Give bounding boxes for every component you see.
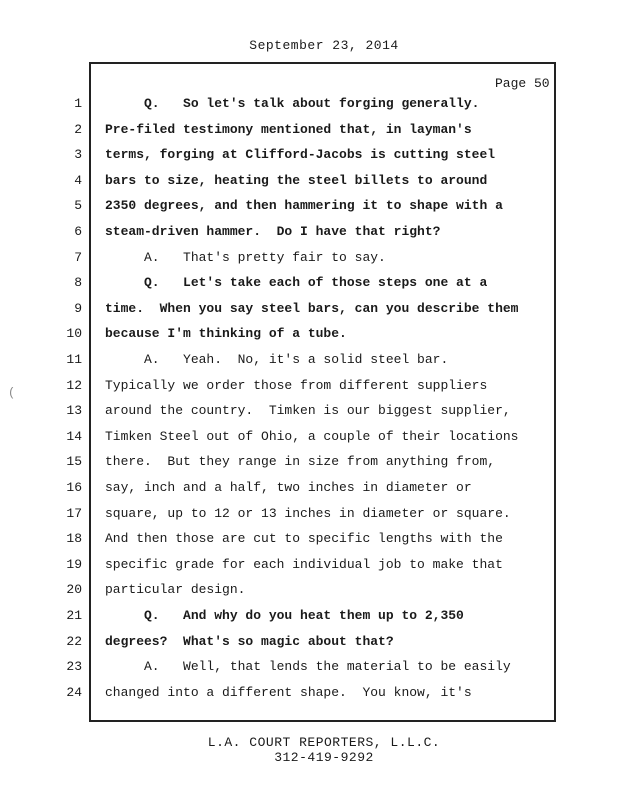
- line-number: 22: [66, 633, 82, 649]
- transcript-line: [0, 250, 618, 274]
- line-number: 21: [66, 608, 82, 623]
- line-text: 2350 degrees, and then hammering it to shape with a: [105, 198, 503, 214]
- line-text: because I'm thinking of a tube.: [105, 326, 347, 342]
- line-text: A. That's pretty fair to say.: [105, 249, 386, 265]
- transcript-line: [0, 378, 618, 402]
- line-number: 7: [74, 249, 82, 265]
- transcript-line: [0, 531, 618, 555]
- line-text: steam-driven hammer. Do I have that right?: [105, 224, 441, 239]
- footer-company: L.A. COURT REPORTERS, L.L.C.: [207, 735, 441, 750]
- transcript-line: [0, 301, 618, 325]
- line-number: 10: [66, 326, 82, 342]
- scan-artifact: (: [8, 386, 16, 400]
- page-number: Page 50: [495, 76, 550, 91]
- transcript-line: [0, 429, 618, 453]
- transcript-line: [0, 685, 618, 709]
- line-number: 4: [74, 172, 82, 188]
- transcript-line: [0, 173, 618, 197]
- line-number: 18: [66, 531, 82, 547]
- line-text: A. Well, that lends the material to be easily: [105, 659, 511, 675]
- transcript-line: [0, 275, 618, 299]
- transcript-line: [0, 122, 618, 146]
- line-number: 15: [66, 454, 82, 470]
- line-number: 5: [74, 198, 82, 214]
- header-date: September 23, 2014: [249, 38, 399, 53]
- transcript-line: [0, 147, 618, 171]
- line-number: 14: [66, 428, 82, 444]
- transcript-line: [0, 198, 618, 222]
- transcript-line: [0, 659, 618, 683]
- transcript-line: [0, 608, 618, 632]
- line-text: there. But they range in size from anything from,: [105, 454, 496, 470]
- line-text: Q. And why do you heat them up to 2,350: [105, 608, 464, 623]
- line-number: 16: [66, 480, 82, 495]
- line-text: Pre-filed testimony mentioned that, in layman's: [105, 121, 472, 137]
- line-number: 6: [74, 224, 82, 239]
- line-number: 23: [66, 659, 82, 675]
- line-text: A. Yeah. No, it's a solid steel bar.: [105, 352, 449, 367]
- line-number: 12: [66, 377, 82, 393]
- transcript-line: [0, 96, 618, 120]
- line-number: 11: [66, 352, 82, 367]
- transcript-line: [0, 634, 618, 658]
- line-number: 1: [74, 96, 82, 111]
- line-text: degrees? What's so magic about that?: [105, 633, 394, 649]
- line-text: around the country. Timken is our biggest supplier,: [105, 403, 511, 419]
- line-text: time. When you say steel bars, can you describe them: [105, 300, 519, 316]
- line-number: 19: [66, 556, 82, 572]
- line-text: Q. Let's take each of those steps one at a: [105, 275, 488, 291]
- transcript-line: [0, 506, 618, 530]
- line-number: 8: [74, 275, 82, 291]
- transcript-line: [0, 403, 618, 427]
- transcript-line: [0, 480, 618, 504]
- line-number: 20: [66, 582, 82, 598]
- line-text: Typically we order those from different suppliers: [105, 377, 488, 393]
- transcript-line: [0, 224, 618, 248]
- line-text: And then those are cut to specific lengths with the: [105, 531, 503, 547]
- line-number: 2: [74, 121, 82, 137]
- footer: [0, 735, 618, 765]
- line-text: particular design.: [105, 582, 246, 598]
- line-text: Q. So let's talk about forging generally.: [105, 96, 480, 111]
- transcript-line: [0, 352, 618, 376]
- line-number: 13: [66, 403, 82, 419]
- line-text: square, up to 12 or 13 inches in diameter or square.: [105, 505, 511, 521]
- line-text: changed into a different shape. You know, it's: [105, 684, 472, 700]
- line-text: say, inch and a half, two inches in diameter or: [105, 480, 472, 495]
- transcript-line: [0, 557, 618, 581]
- line-number: 24: [66, 684, 82, 700]
- line-text: specific grade for each individual job to make that: [105, 556, 503, 572]
- transcript-line: [0, 454, 618, 478]
- line-text: Timken Steel out of Ohio, a couple of their locations: [105, 428, 519, 444]
- transcript-line: [0, 582, 618, 606]
- line-number: 3: [74, 147, 82, 163]
- transcript-line: [0, 326, 618, 350]
- line-text: bars to size, heating the steel billets to around: [105, 172, 488, 188]
- line-number: 9: [74, 300, 82, 316]
- footer-phone: 312-419-9292: [274, 750, 374, 765]
- line-text: terms, forging at Clifford-Jacobs is cutting steel: [105, 147, 496, 163]
- line-number: 17: [66, 505, 82, 521]
